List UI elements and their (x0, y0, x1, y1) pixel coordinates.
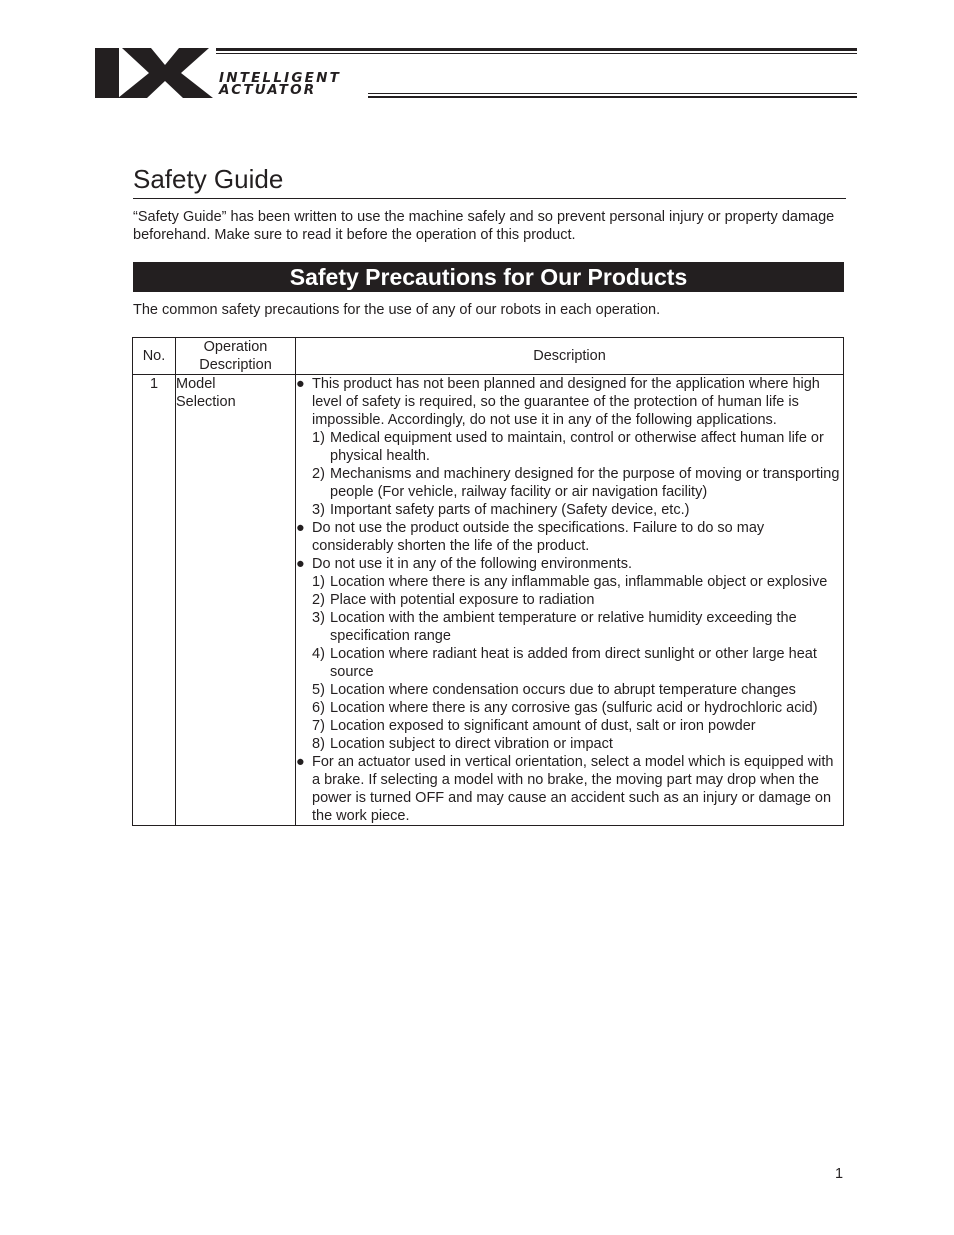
header-rule-thin (216, 53, 857, 54)
header-operation (176, 338, 296, 375)
bullet-icon: ● (296, 754, 305, 770)
sub-item-text: Location with the ambient temperature or relative humidity exceeding the specification range (330, 610, 797, 644)
header-operation-line1: Operation (203, 339, 268, 355)
sub-item-number: 7) (312, 718, 325, 734)
brand-line-2: ACTUATOR (219, 81, 317, 98)
sub-item (296, 645, 843, 681)
row-operation-line2: Selection (176, 394, 236, 410)
title-underline (133, 198, 846, 199)
bullet-icon: ● (296, 556, 305, 572)
table-header-row (133, 338, 844, 375)
sub-item-number: 4) (312, 646, 325, 662)
sub-item-number: 3) (312, 610, 325, 626)
bullet-text: This product has not been planned and designed for the application where high level of safety is required, so the guarantee of the protection of human life is impossible. Accordingly, do not use it in any of the following applications. (312, 376, 820, 428)
sub-item (296, 501, 843, 519)
page-number: 1 (835, 1166, 844, 1182)
header-operation-line2: Description (199, 357, 272, 373)
row-operation-line1: Model (176, 376, 216, 392)
sub-item (296, 681, 843, 699)
bullet-text: For an actuator used in vertical orientation, select a model which is equipped with a brake. If selecting a model with no brake, the moving part may drop when the power is turned OFF and may cause an accident such as an injury or damage on the work piece. (312, 754, 834, 824)
sub-item-text: Location subject to direct vibration or impact (330, 736, 613, 752)
sub-item (296, 735, 843, 753)
sub-item-text: Location where there is any inflammable gas, inflammable object or explosive (330, 574, 828, 590)
sub-item (296, 609, 843, 645)
sub-item-number: 2) (312, 466, 325, 482)
sub-item-text: Location where there is any corrosive gas (sulfuric acid or hydrochloric acid) (330, 700, 818, 716)
row-operation (176, 375, 296, 826)
sub-item-number: 1) (312, 574, 325, 590)
bullet-icon: ● (296, 376, 305, 392)
sub-item-text: Place with potential exposure to radiation (330, 592, 595, 608)
bullet-item (296, 555, 843, 573)
sub-item (296, 573, 843, 591)
page-title: Safety Guide (133, 164, 284, 194)
row-description (296, 375, 844, 826)
brand-line-1: INTELLIGENT (219, 70, 341, 86)
sub-item-number: 8) (312, 736, 325, 752)
sub-item-number: 2) (312, 592, 325, 608)
ix-logo-icon (95, 48, 213, 98)
row-number: 1 (133, 375, 176, 826)
sub-item (296, 717, 843, 735)
bullet-text: Do not use the product outside the specifications. Failure to do so may considerably shorten the life of the product. (312, 520, 765, 554)
sub-item (296, 591, 843, 609)
bullet-item (296, 753, 843, 825)
sub-item-text: Important safety parts of machinery (Safety device, etc.) (330, 502, 690, 518)
sub-item-text: Location exposed to significant amount of dust, salt or iron powder (330, 718, 756, 734)
bullet-icon: ● (296, 520, 305, 536)
sub-item (296, 699, 843, 717)
section-banner: Safety Precautions for Our Products (133, 262, 844, 292)
sub-item (296, 429, 843, 465)
header-rule (216, 48, 857, 51)
header-description: Description (296, 338, 844, 375)
sub-item (296, 465, 843, 501)
bullet-item (296, 519, 843, 555)
brand-name (219, 70, 341, 98)
precautions-table (132, 337, 844, 826)
header-no: No. (133, 338, 176, 375)
bullet-text: Do not use it in any of the following environments. (312, 556, 632, 572)
sub-item-text: Mechanisms and machinery designed for the purpose of moving or transporting people (For vehicle, railway facility or air navigation facility) (330, 466, 840, 500)
brand-rule-thin (368, 93, 857, 94)
brand-rule (368, 96, 857, 98)
sub-item-text: Location where condensation occurs due to abrupt temperature changes (330, 682, 796, 698)
sub-item-text: Location where radiant heat is added from direct sunlight or other large heat source (330, 646, 817, 680)
bullet-item (296, 375, 843, 429)
sub-item-number: 1) (312, 430, 325, 446)
sub-item-number: 5) (312, 682, 325, 698)
sub-item-number: 3) (312, 502, 325, 518)
intro-paragraph: “Safety Guide” has been written to use the machine safely and so prevent personal injury or property damage beforehand. Make sure to read it before the operation of this product. (133, 209, 835, 243)
table-row (133, 375, 844, 826)
sub-item-number: 6) (312, 700, 325, 716)
section-intro: The common safety precautions for the use of any of our robots in each operation. (133, 302, 661, 318)
sub-item-text: Medical equipment used to maintain, control or otherwise affect human life or physical health. (330, 430, 824, 464)
